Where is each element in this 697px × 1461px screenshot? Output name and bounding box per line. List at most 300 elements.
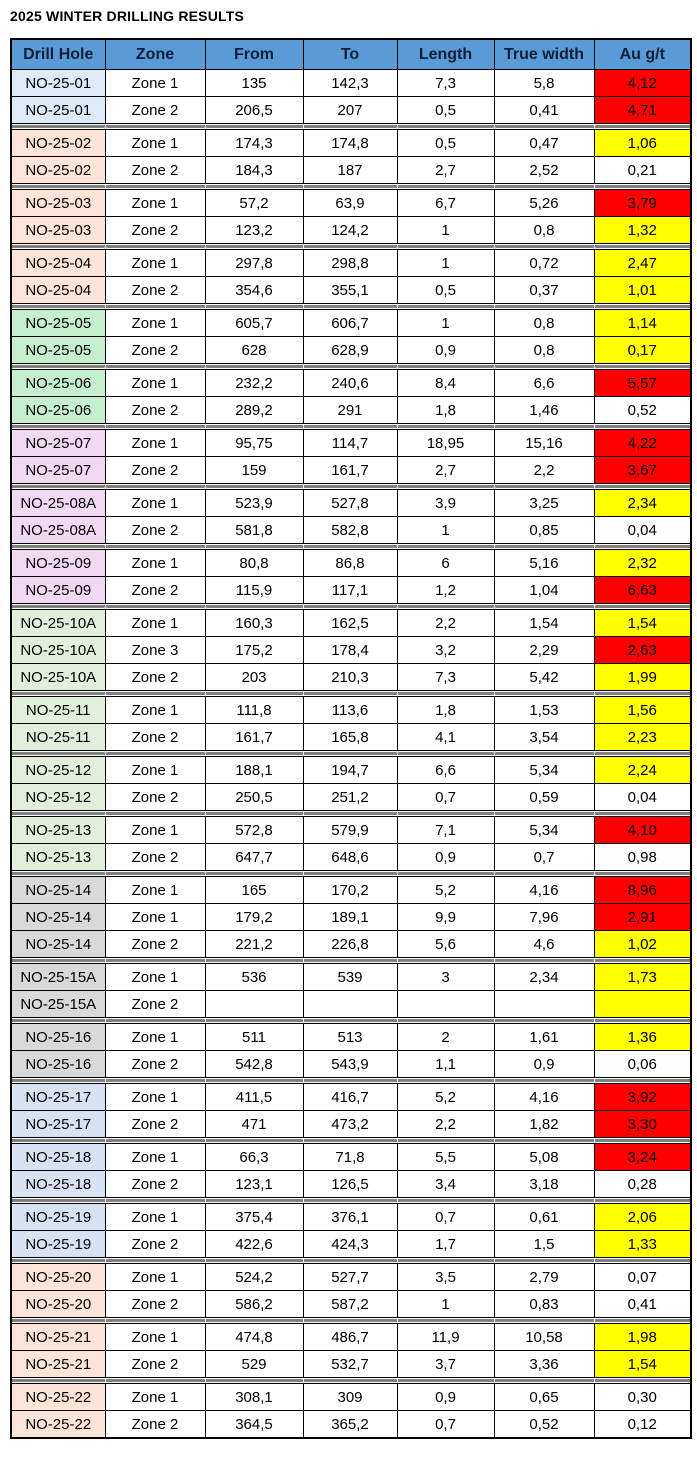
cell-length: 1,8 xyxy=(397,397,494,424)
cell-to: 124,2 xyxy=(303,217,397,244)
cell-from: 364,5 xyxy=(205,1411,303,1439)
cell-length: 5,2 xyxy=(397,877,494,904)
cell-zone: Zone 1 xyxy=(105,490,205,517)
cell-to: 207 xyxy=(303,97,397,124)
cell-true-width: 0,47 xyxy=(494,130,594,157)
drilling-results-table xyxy=(10,38,692,1439)
cell-length: 3,5 xyxy=(397,1264,494,1291)
cell-length: 5,5 xyxy=(397,1144,494,1171)
table-row xyxy=(11,664,691,691)
cell-au-gt: 2,91 xyxy=(594,904,691,931)
cell-true-width: 0,61 xyxy=(494,1204,594,1231)
cell-zone: Zone 2 xyxy=(105,931,205,958)
cell-from: 221,2 xyxy=(205,931,303,958)
cell-length: 0,9 xyxy=(397,1384,494,1411)
cell-from: 289,2 xyxy=(205,397,303,424)
cell-drill-hole: NO-25-13 xyxy=(11,844,105,871)
table-row xyxy=(11,277,691,304)
cell-from: 160,3 xyxy=(205,610,303,637)
cell-true-width: 0,52 xyxy=(494,1411,594,1439)
cell-drill-hole: NO-25-18 xyxy=(11,1144,105,1171)
cell-to: 365,2 xyxy=(303,1411,397,1439)
cell-true-width: 0,8 xyxy=(494,217,594,244)
cell-length: 3,2 xyxy=(397,637,494,664)
cell-from: 250,5 xyxy=(205,784,303,811)
cell-length: 0,7 xyxy=(397,784,494,811)
table-row xyxy=(11,724,691,751)
cell-zone: Zone 1 xyxy=(105,877,205,904)
table-row xyxy=(11,931,691,958)
cell-true-width: 2,52 xyxy=(494,157,594,184)
cell-length: 6,7 xyxy=(397,190,494,217)
cell-length: 9,9 xyxy=(397,904,494,931)
cell-to: 162,5 xyxy=(303,610,397,637)
cell-length: 3,4 xyxy=(397,1171,494,1198)
cell-zone: Zone 1 xyxy=(105,70,205,97)
cell-from: 375,4 xyxy=(205,1204,303,1231)
cell-true-width: 4,6 xyxy=(494,931,594,958)
cell-au-gt: 1,14 xyxy=(594,310,691,337)
cell-length: 1 xyxy=(397,250,494,277)
cell-from: 523,9 xyxy=(205,490,303,517)
cell-au-gt: 8,96 xyxy=(594,877,691,904)
header-row xyxy=(11,39,691,70)
table-row xyxy=(11,637,691,664)
cell-length: 0,7 xyxy=(397,1204,494,1231)
cell-au-gt: 1,36 xyxy=(594,1024,691,1051)
cell-length: 6,6 xyxy=(397,757,494,784)
cell-true-width: 0,8 xyxy=(494,337,594,364)
table-row xyxy=(11,157,691,184)
cell-au-gt: 0,21 xyxy=(594,157,691,184)
table-row xyxy=(11,97,691,124)
cell-zone: Zone 1 xyxy=(105,904,205,931)
cell-drill-hole: NO-25-11 xyxy=(11,724,105,751)
cell-true-width: 15,16 xyxy=(494,430,594,457)
cell-length: 11,9 xyxy=(397,1324,494,1351)
table-row xyxy=(11,457,691,484)
cell-au-gt: 4,71 xyxy=(594,97,691,124)
table-row xyxy=(11,550,691,577)
cell-from: 161,7 xyxy=(205,724,303,751)
cell-to: 126,5 xyxy=(303,1171,397,1198)
table-row xyxy=(11,217,691,244)
table-row xyxy=(11,991,691,1018)
cell-length: 2,2 xyxy=(397,610,494,637)
cell-au-gt: 1,98 xyxy=(594,1324,691,1351)
table-row xyxy=(11,697,691,724)
cell-to: 86,8 xyxy=(303,550,397,577)
table-row xyxy=(11,397,691,424)
cell-from: 411,5 xyxy=(205,1084,303,1111)
cell-drill-hole: NO-25-08A xyxy=(11,490,105,517)
cell-zone: Zone 2 xyxy=(105,97,205,124)
cell-true-width: 1,5 xyxy=(494,1231,594,1258)
table-row xyxy=(11,817,691,844)
cell-au-gt: 6,63 xyxy=(594,577,691,604)
cell-true-width: 1,82 xyxy=(494,1111,594,1138)
cell-drill-hole: NO-25-08A xyxy=(11,517,105,544)
cell-length: 5,2 xyxy=(397,1084,494,1111)
cell-au-gt: 3,92 xyxy=(594,1084,691,1111)
cell-true-width: 2,2 xyxy=(494,457,594,484)
cell-au-gt: 1,99 xyxy=(594,664,691,691)
cell-true-width: 6,6 xyxy=(494,370,594,397)
cell-au-gt: 4,10 xyxy=(594,817,691,844)
cell-zone: Zone 2 xyxy=(105,784,205,811)
cell-drill-hole: NO-25-22 xyxy=(11,1384,105,1411)
cell-to: 113,6 xyxy=(303,697,397,724)
cell-to: 298,8 xyxy=(303,250,397,277)
cell-to: 355,1 xyxy=(303,277,397,304)
cell-drill-hole: NO-25-12 xyxy=(11,757,105,784)
cell-length: 7,1 xyxy=(397,817,494,844)
cell-zone: Zone 2 xyxy=(105,844,205,871)
cell-length: 0,9 xyxy=(397,844,494,871)
cell-from: 524,2 xyxy=(205,1264,303,1291)
cell-zone: Zone 1 xyxy=(105,1384,205,1411)
cell-zone: Zone 1 xyxy=(105,1084,205,1111)
cell-au-gt: 0,30 xyxy=(594,1384,691,1411)
cell-from: 80,8 xyxy=(205,550,303,577)
table-row xyxy=(11,610,691,637)
cell-zone: Zone 1 xyxy=(105,190,205,217)
cell-drill-hole: NO-25-14 xyxy=(11,877,105,904)
cell-length: 0,7 xyxy=(397,1411,494,1439)
cell-drill-hole: NO-25-06 xyxy=(11,397,105,424)
cell-au-gt: 1,06 xyxy=(594,130,691,157)
cell-to: 376,1 xyxy=(303,1204,397,1231)
cell-from: 536 xyxy=(205,964,303,991)
cell-to: 527,8 xyxy=(303,490,397,517)
cell-true-width: 1,53 xyxy=(494,697,594,724)
cell-zone: Zone 2 xyxy=(105,1231,205,1258)
cell-drill-hole: NO-25-01 xyxy=(11,70,105,97)
cell-length: 3,9 xyxy=(397,490,494,517)
cell-from: 111,8 xyxy=(205,697,303,724)
cell-from: 232,2 xyxy=(205,370,303,397)
column-header-zone: Zone xyxy=(105,39,205,70)
cell-to: 187 xyxy=(303,157,397,184)
cell-drill-hole: NO-25-14 xyxy=(11,904,105,931)
cell-to: 161,7 xyxy=(303,457,397,484)
cell-zone: Zone 1 xyxy=(105,250,205,277)
cell-true-width: 5,42 xyxy=(494,664,594,691)
table-row xyxy=(11,1024,691,1051)
cell-true-width: 5,26 xyxy=(494,190,594,217)
cell-zone: Zone 2 xyxy=(105,457,205,484)
cell-drill-hole: NO-25-07 xyxy=(11,457,105,484)
cell-true-width: 0,65 xyxy=(494,1384,594,1411)
cell-zone: Zone 1 xyxy=(105,550,205,577)
cell-drill-hole: NO-25-09 xyxy=(11,550,105,577)
cell-from: 135 xyxy=(205,70,303,97)
cell-au-gt: 1,01 xyxy=(594,277,691,304)
column-header-to: To xyxy=(303,39,397,70)
table-row xyxy=(11,70,691,97)
cell-length: 5,6 xyxy=(397,931,494,958)
table-row xyxy=(11,844,691,871)
cell-au-gt: 1,32 xyxy=(594,217,691,244)
cell-from: 203 xyxy=(205,664,303,691)
cell-from: 188,1 xyxy=(205,757,303,784)
cell-length: 7,3 xyxy=(397,70,494,97)
cell-length: 2 xyxy=(397,1024,494,1051)
cell-length: 7,3 xyxy=(397,664,494,691)
cell-from: 95,75 xyxy=(205,430,303,457)
cell-au-gt: 0,07 xyxy=(594,1264,691,1291)
cell-to: 543,9 xyxy=(303,1051,397,1078)
table-row xyxy=(11,784,691,811)
cell-true-width: 5,8 xyxy=(494,70,594,97)
cell-length: 1 xyxy=(397,1291,494,1318)
cell-to: 309 xyxy=(303,1384,397,1411)
cell-length: 1 xyxy=(397,310,494,337)
cell-true-width: 10,58 xyxy=(494,1324,594,1351)
cell-true-width: 3,36 xyxy=(494,1351,594,1378)
cell-drill-hole: NO-25-06 xyxy=(11,370,105,397)
cell-zone: Zone 2 xyxy=(105,991,205,1018)
table-row xyxy=(11,370,691,397)
cell-au-gt: 2,24 xyxy=(594,757,691,784)
cell-to: 210,3 xyxy=(303,664,397,691)
cell-length: 1 xyxy=(397,217,494,244)
cell-to: 114,7 xyxy=(303,430,397,457)
cell-from: 581,8 xyxy=(205,517,303,544)
cell-zone: Zone 2 xyxy=(105,1051,205,1078)
table-row xyxy=(11,490,691,517)
cell-true-width: 4,16 xyxy=(494,1084,594,1111)
cell-from: 159 xyxy=(205,457,303,484)
cell-drill-hole: NO-25-02 xyxy=(11,157,105,184)
cell-from: 179,2 xyxy=(205,904,303,931)
table-row xyxy=(11,1291,691,1318)
cell-length: 2,7 xyxy=(397,457,494,484)
cell-au-gt: 5,57 xyxy=(594,370,691,397)
cell-to xyxy=(303,991,397,1018)
cell-true-width xyxy=(494,991,594,1018)
cell-au-gt: 2,63 xyxy=(594,637,691,664)
cell-from: 66,3 xyxy=(205,1144,303,1171)
cell-length: 0,9 xyxy=(397,337,494,364)
table-row xyxy=(11,430,691,457)
cell-from: 542,8 xyxy=(205,1051,303,1078)
cell-from: 572,8 xyxy=(205,817,303,844)
cell-zone: Zone 2 xyxy=(105,157,205,184)
cell-from xyxy=(205,991,303,1018)
cell-length xyxy=(397,991,494,1018)
cell-drill-hole: NO-25-21 xyxy=(11,1351,105,1378)
cell-from: 174,3 xyxy=(205,130,303,157)
cell-zone: Zone 1 xyxy=(105,817,205,844)
cell-drill-hole: NO-25-21 xyxy=(11,1324,105,1351)
table-row xyxy=(11,1051,691,1078)
cell-au-gt: 3,67 xyxy=(594,457,691,484)
cell-drill-hole: NO-25-01 xyxy=(11,97,105,124)
cell-to: 416,7 xyxy=(303,1084,397,1111)
cell-from: 184,3 xyxy=(205,157,303,184)
cell-au-gt: 0,41 xyxy=(594,1291,691,1318)
cell-length: 4,1 xyxy=(397,724,494,751)
cell-zone: Zone 1 xyxy=(105,310,205,337)
cell-au-gt: 1,54 xyxy=(594,1351,691,1378)
cell-to: 226,8 xyxy=(303,931,397,958)
cell-length: 1,8 xyxy=(397,697,494,724)
cell-true-width: 1,54 xyxy=(494,610,594,637)
cell-length: 0,5 xyxy=(397,130,494,157)
cell-to: 606,7 xyxy=(303,310,397,337)
cell-from: 297,8 xyxy=(205,250,303,277)
cell-au-gt: 4,22 xyxy=(594,430,691,457)
column-header-au-gt: Au g/t xyxy=(594,39,691,70)
cell-true-width: 0,83 xyxy=(494,1291,594,1318)
cell-true-width: 2,79 xyxy=(494,1264,594,1291)
table-row xyxy=(11,250,691,277)
cell-zone: Zone 2 xyxy=(105,577,205,604)
cell-drill-hole: NO-25-11 xyxy=(11,697,105,724)
cell-true-width: 3,25 xyxy=(494,490,594,517)
cell-true-width: 2,34 xyxy=(494,964,594,991)
table-row xyxy=(11,310,691,337)
cell-true-width: 0,37 xyxy=(494,277,594,304)
table-row xyxy=(11,517,691,544)
cell-to: 587,2 xyxy=(303,1291,397,1318)
cell-true-width: 0,85 xyxy=(494,517,594,544)
cell-to: 71,8 xyxy=(303,1144,397,1171)
cell-zone: Zone 2 xyxy=(105,724,205,751)
cell-from: 308,1 xyxy=(205,1384,303,1411)
cell-au-gt: 1,73 xyxy=(594,964,691,991)
table-row xyxy=(11,1084,691,1111)
cell-to: 473,2 xyxy=(303,1111,397,1138)
cell-length: 2,2 xyxy=(397,1111,494,1138)
cell-drill-hole: NO-25-18 xyxy=(11,1171,105,1198)
table-row xyxy=(11,1264,691,1291)
cell-to: 513 xyxy=(303,1024,397,1051)
cell-true-width: 1,46 xyxy=(494,397,594,424)
cell-drill-hole: NO-25-05 xyxy=(11,337,105,364)
cell-au-gt: 0,28 xyxy=(594,1171,691,1198)
page-title: 2025 WINTER DRILLING RESULTS xyxy=(10,8,245,24)
table-row xyxy=(11,1204,691,1231)
cell-from: 511 xyxy=(205,1024,303,1051)
cell-au-gt xyxy=(594,991,691,1018)
cell-to: 170,2 xyxy=(303,877,397,904)
cell-zone: Zone 2 xyxy=(105,337,205,364)
cell-true-width: 7,96 xyxy=(494,904,594,931)
cell-from: 628 xyxy=(205,337,303,364)
cell-drill-hole: NO-25-14 xyxy=(11,931,105,958)
cell-to: 63,9 xyxy=(303,190,397,217)
cell-zone: Zone 1 xyxy=(105,430,205,457)
table-row xyxy=(11,1384,691,1411)
cell-to: 527,7 xyxy=(303,1264,397,1291)
cell-from: 529 xyxy=(205,1351,303,1378)
cell-au-gt: 1,33 xyxy=(594,1231,691,1258)
cell-true-width: 0,59 xyxy=(494,784,594,811)
cell-drill-hole: NO-25-05 xyxy=(11,310,105,337)
cell-drill-hole: NO-25-04 xyxy=(11,250,105,277)
cell-from: 123,2 xyxy=(205,217,303,244)
table-row xyxy=(11,1324,691,1351)
cell-zone: Zone 2 xyxy=(105,1291,205,1318)
cell-length: 1,2 xyxy=(397,577,494,604)
cell-length: 1 xyxy=(397,517,494,544)
cell-drill-hole: NO-25-10A xyxy=(11,637,105,664)
cell-length: 8,4 xyxy=(397,370,494,397)
cell-drill-hole: NO-25-16 xyxy=(11,1024,105,1051)
cell-au-gt: 0,04 xyxy=(594,784,691,811)
cell-zone: Zone 1 xyxy=(105,697,205,724)
cell-to: 142,3 xyxy=(303,70,397,97)
cell-to: 178,4 xyxy=(303,637,397,664)
cell-true-width: 4,16 xyxy=(494,877,594,904)
cell-drill-hole: NO-25-17 xyxy=(11,1084,105,1111)
table-row xyxy=(11,337,691,364)
cell-zone: Zone 2 xyxy=(105,1351,205,1378)
cell-zone: Zone 1 xyxy=(105,1144,205,1171)
cell-au-gt: 0,17 xyxy=(594,337,691,364)
cell-true-width: 0,72 xyxy=(494,250,594,277)
cell-to: 240,6 xyxy=(303,370,397,397)
cell-au-gt: 0,52 xyxy=(594,397,691,424)
cell-true-width: 3,54 xyxy=(494,724,594,751)
cell-true-width: 2,29 xyxy=(494,637,594,664)
cell-to: 582,8 xyxy=(303,517,397,544)
cell-au-gt: 0,98 xyxy=(594,844,691,871)
cell-zone: Zone 1 xyxy=(105,370,205,397)
column-header-true-width: True width xyxy=(494,39,594,70)
cell-zone: Zone 3 xyxy=(105,637,205,664)
cell-true-width: 3,18 xyxy=(494,1171,594,1198)
table-row xyxy=(11,757,691,784)
cell-true-width: 5,16 xyxy=(494,550,594,577)
cell-zone: Zone 1 xyxy=(105,610,205,637)
cell-from: 474,8 xyxy=(205,1324,303,1351)
cell-drill-hole: NO-25-15A xyxy=(11,991,105,1018)
cell-drill-hole: NO-25-03 xyxy=(11,190,105,217)
cell-from: 175,2 xyxy=(205,637,303,664)
column-header-from: From xyxy=(205,39,303,70)
cell-to: 165,8 xyxy=(303,724,397,751)
cell-length: 3 xyxy=(397,964,494,991)
table-row xyxy=(11,1111,691,1138)
table-row xyxy=(11,130,691,157)
cell-drill-hole: NO-25-17 xyxy=(11,1111,105,1138)
cell-zone: Zone 2 xyxy=(105,277,205,304)
table-row xyxy=(11,964,691,991)
cell-zone: Zone 2 xyxy=(105,397,205,424)
cell-true-width: 5,34 xyxy=(494,817,594,844)
cell-true-width: 0,7 xyxy=(494,844,594,871)
cell-from: 422,6 xyxy=(205,1231,303,1258)
cell-au-gt: 2,47 xyxy=(594,250,691,277)
cell-zone: Zone 2 xyxy=(105,1111,205,1138)
cell-zone: Zone 2 xyxy=(105,1171,205,1198)
cell-to: 251,2 xyxy=(303,784,397,811)
cell-drill-hole: NO-25-10A xyxy=(11,610,105,637)
cell-au-gt: 0,06 xyxy=(594,1051,691,1078)
cell-au-gt: 3,79 xyxy=(594,190,691,217)
cell-au-gt: 1,56 xyxy=(594,697,691,724)
cell-length: 1,1 xyxy=(397,1051,494,1078)
cell-drill-hole: NO-25-12 xyxy=(11,784,105,811)
cell-zone: Zone 1 xyxy=(105,1204,205,1231)
cell-true-width: 0,8 xyxy=(494,310,594,337)
cell-au-gt: 2,34 xyxy=(594,490,691,517)
cell-to: 194,7 xyxy=(303,757,397,784)
table-row xyxy=(11,1231,691,1258)
